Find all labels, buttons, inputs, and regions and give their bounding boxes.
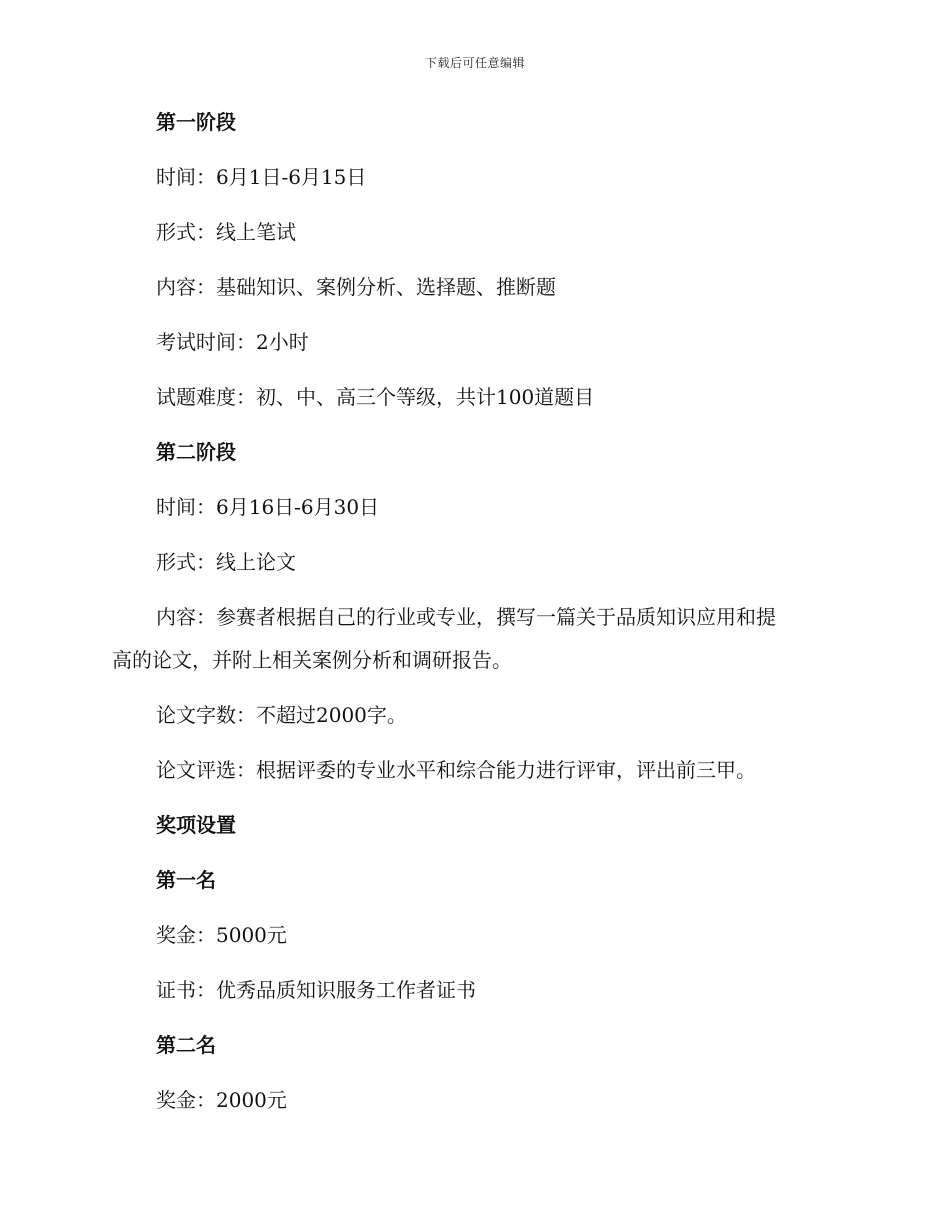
stage2-content [112,603,837,674]
second-place-heading: 第二名 [156,1033,216,1057]
stage2-form: 形式：线上论文 [156,550,296,574]
stage2-wordcount: 论文字数：不超过2000字。 [156,703,407,727]
first-place-certificate: 证书：优秀品质知识服务工作者证书 [156,978,476,1002]
document-body [112,108,837,1141]
stage2-content-line1: 内容：参赛者根据自己的行业或专业，撰写一篇关于品质知识应用和提 [156,605,776,629]
stage2-review: 论文评选：根据评委的专业水平和综合能力进行评审，评出前三甲。 [156,758,756,782]
stage2-time: 时间：6月16日-6月30日 [156,495,380,519]
second-place-prize: 奖金：2000元 [156,1088,287,1112]
stage1-heading: 第一阶段 [156,110,236,134]
stage1-duration: 考试时间：2小时 [156,330,309,354]
first-place-prize: 奖金：5000元 [156,923,287,947]
first-place-heading: 第一名 [156,868,216,892]
awards-heading: 奖项设置 [156,813,236,837]
stage2-heading: 第二阶段 [156,440,236,464]
stage1-difficulty: 试题难度：初、中、高三个等级，共计100道题目 [156,385,595,409]
stage1-time: 时间：6月1日-6月15日 [156,165,367,189]
page-header: 下载后可任意编辑 [424,56,525,70]
stage1-content: 内容：基础知识、案例分析、选择题、推断题 [156,275,556,299]
stage1-form: 形式：线上笔试 [156,220,296,244]
stage2-content-line2: 高的论文，并附上相关案例分析和调研报告。 [112,648,512,672]
